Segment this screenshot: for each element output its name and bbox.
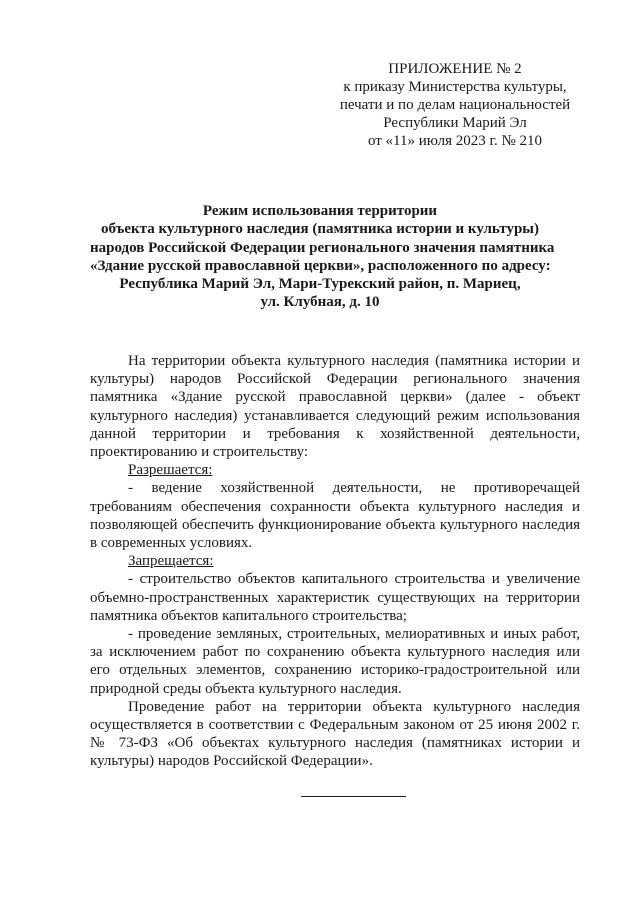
title-line: ул. Клубная, д. 10 <box>260 294 380 311</box>
appendix-order-line: к приказу Министерства культуры, <box>343 79 567 95</box>
appendix-order-line: Республики Марий Эл <box>383 115 527 131</box>
appendix-number: ПРИЛОЖЕНИЕ № 2 <box>388 61 522 77</box>
end-divider <box>301 796 406 797</box>
forbidden-heading: Запрещается: <box>128 553 214 570</box>
allowed-heading: Разрешается: <box>128 462 213 479</box>
title-line: Республика Марий Эл, Мари-Турекский район, п. Мариец, <box>119 276 521 293</box>
appendix-order-line: печати и по делам национальностей <box>339 97 571 113</box>
appendix-order-date: от «11» июля 2023 г. № 210 <box>367 133 543 149</box>
allowed-item: - ведение хозяйственной деятельности, не противоречащей требованиям обеспечения сохранности объекта культурного наследия и позволяющей обеспечить функционирование объекта культурного наследия в современных условиях. <box>90 480 580 552</box>
title-line: объекта культурного наследия (памятника истории и культуры) <box>100 221 539 238</box>
document-body <box>90 352 580 771</box>
document-title <box>90 202 555 312</box>
title-line: народов Российской Федерации регионального значения памятника <box>90 239 555 256</box>
intro-paragraph: На территории объекта культурного наследия (памятника истории и культуры) народов Российской Федерации регионального значения памятника «Здание русской православной церкви» (далее - объект культурного наследия) устанавливается следующий режим использования данной территории и требования к хозяйственной деятельности, проектированию и строительству: <box>90 353 580 461</box>
title-line: «Здание русской православной церкви», расположенного по адресу: <box>90 257 551 274</box>
forbidden-item: - строительство объектов капитального строительства и увеличение объемно-пространственных характеристик существующих на территории памятника объектов капитального строительства; <box>90 571 580 624</box>
closing-paragraph: Проведение работ на территории объекта культурного наследия осуществляется в соответствии с Федеральным законом от 25 июня 2002 г. № 73-ФЗ «Об объектах культурного наследия (памятниках истории и культуры) народов Российской Федерации». <box>90 698 580 770</box>
title-line: Режим использования территории <box>202 203 438 219</box>
forbidden-item: - проведение земляных, строительных, мелиоративных и иных работ, за исключением работ по сохранению объекта культурного наследия или его отдельных элементов, сохранению историко-градостроительной или природной среды объекта культурного наследия. <box>90 626 580 697</box>
appendix-header <box>330 60 580 150</box>
